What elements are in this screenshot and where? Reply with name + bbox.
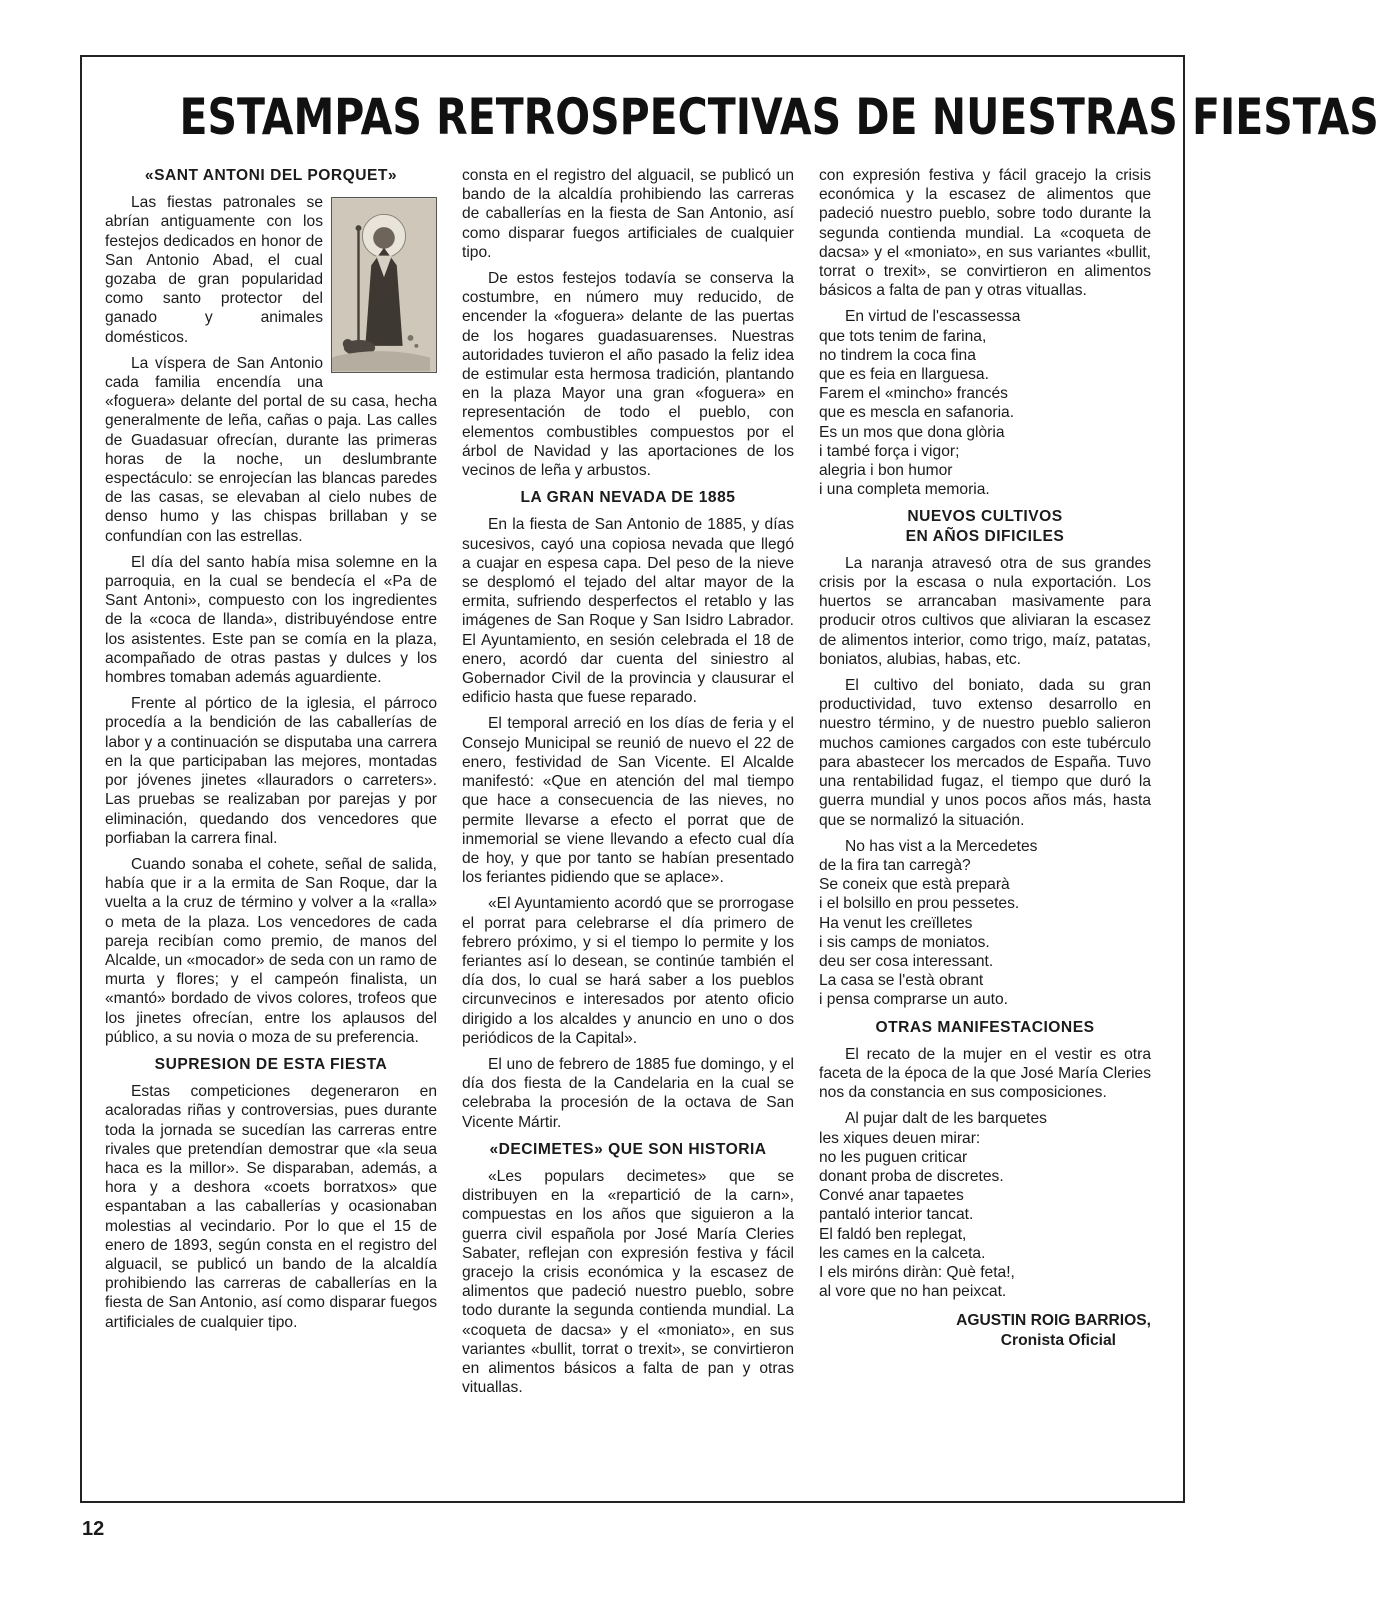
paragraph: La naranja atravesó otra de sus grandes crisis por la escasa o nula exportación. Los huertos se arrancaban masivamente para producir otros cultivos que aliviaran la escasez de alimentos interior, como trigo, maíz, patatas, boniatos, alubias, habas, etc. xyxy=(819,554,1151,668)
verse-line: Convé anar tapaetes xyxy=(819,1187,964,1205)
paragraph: De estos festejos todavía se conserva la costumbre, en número muy reducido, de encender la «foguera» delante de las puertas de los hogares guadasuarenses. Nuestras autoridades tuvieron el año pasado la feliz idea de estimular esta hermosa tradición, plantando en la plaza Mayor una gran «foguera» en representación de todo el pueblo, con elementos combustibles compuestos por el árbol de Navidad y las aportaciones de los vecinos de leña y arbustos. xyxy=(462,270,794,480)
verse-line: Es un mos que dona glòria xyxy=(819,423,1005,441)
page-number: 12 xyxy=(82,1518,105,1540)
verse-line: pantaló interior tancat. xyxy=(819,1206,974,1224)
heading-nuevos-cultivos xyxy=(819,507,1151,545)
saint-anthony-image xyxy=(331,197,437,373)
heading-otras-manifestaciones: OTRAS MANIFESTACIONES xyxy=(875,1018,1095,1036)
heading-sant-antoni: «SANT ANTONI DEL PORQUET» xyxy=(144,167,398,184)
verse-line: de la fira tan carregà? xyxy=(819,856,971,874)
verse-line: que tots tenim de farina, xyxy=(819,327,987,345)
verse-line: La casa se l'està obrant xyxy=(819,972,984,990)
saint-anthony-icon xyxy=(332,198,436,372)
paragraph: El día del santo había misa solemne en la parroquia, en la cual se bendecía el «Pa de Sant Antoni», compuesto con los ingredientes de la «coca de llanda», distribuyéndose entre los asistentes. Este pan se comía en la plaza, acompañado de otras pastas y dulces y los hombres tomaban además aguardiente. xyxy=(105,553,437,687)
verse-line: Al pujar dalt de les barquetes xyxy=(845,1110,1047,1128)
verse-line: En virtud de l'escassessa xyxy=(845,308,1021,326)
author-signature xyxy=(819,1311,1151,1351)
verse-mercedetes xyxy=(819,837,1151,1010)
heading-line: NUEVOS CULTIVOS xyxy=(907,508,1063,526)
verse-line: que es mescla en safanoria. xyxy=(819,404,1015,422)
paragraph: Cuando sonaba el cohete, señal de salida, había que ir a la ermita de San Roque, dar la vuelta a la cruz de término y volver a la «ralla» o meta de la plaza. Los vencedores de cada pareja recibían como premio, de manos del Alcalde, un «mocador» de seda con un ramo de murta y flores; y el campeón finalista, un «mantó» bordado de vivos colores, trofeos que los jinetes ofrecían, entre los aplausos del público, a su novia o moza de su preferencia. xyxy=(105,855,438,1046)
heading-decimetes: «DECIMETES» QUE SON HISTORIA xyxy=(489,1140,767,1158)
verse-line: les xiques deuen mirar: xyxy=(819,1129,981,1147)
heading-line: EN AÑOS DIFICILES xyxy=(905,527,1065,545)
verse-line: i pensa comprarse un auto. xyxy=(819,991,1008,1009)
paragraph: Las fiestas patronales se abrían antiguamente con los festejos dedicados en honor de San Antonio Abad, el cual gozaba de gran popularidad como santo protector del ganado y animales domésticos. xyxy=(105,194,323,346)
paragraph: Frente al pórtico de la iglesia, el párroco procedía a la bendición de las caballerías de labor y a continuación se disputaba una carrera en la que participaban las mejores, montadas por jóvenes jinetes «llauradors o carreters». Las pruebas se realizaban por parejas y por eliminación, quedando dos vencedores que porfiaban la carrera final. xyxy=(105,695,437,847)
verse-line: No has vist a la Mercedetes xyxy=(845,837,1038,855)
verse-escassessa xyxy=(819,307,1151,499)
paragraph: El recato de la mujer en el vestir es otra faceta de la época de la que José María Cleries nos da constancia en sus composiciones. xyxy=(819,1045,1151,1102)
heading-gran-nevada: LA GRAN NEVADA DE 1885 xyxy=(520,489,736,507)
paragraph: La víspera de San Antonio cada familia encendía una «foguera» delante del portal de su casa, hecha generalmente de leña, cañas o paja. Las calles de Guadasuar ofrecían, durante las primeras horas de la noche, un deslumbrante espectáculo: se enrojecían las blancas paredes de las casas, se elevaban al cielo nubes de denso humo y las chispas brillaban y se confundían con las estrellas. xyxy=(105,354,437,545)
column-3 xyxy=(819,166,1151,1491)
column-1 xyxy=(105,166,437,1491)
heading-supresion: SUPRESION DE ESTA FIESTA xyxy=(154,1055,388,1073)
verse-line: deu ser cosa interessant. xyxy=(819,952,994,970)
verse-line: Farem el «mincho» francés xyxy=(819,385,1008,403)
verse-line: no les puguen criticar xyxy=(819,1148,968,1166)
paragraph-decimetes: «Les populars decimetes» que se distribuyen en la «repartició de la carn», compuestas en los años que siguieron a la guerra civil española por José María Cleries Sabater, reflejan con expresión festiva y fácil gracejo la crisis económica y la escasez de alimentos que padeció nuestro pueblo, sobre todo durante la segunda contienda mundial. La «coqueta de dacsa» y el «moniato», en sus variantes «bullit, torrat o trexit», se convirtieron en alimentos básicos a falta de pan y otras vituallas. xyxy=(462,1167,794,1397)
paragraph: El temporal arreció en los días de feria y el Consejo Municipal se reunió de nuevo el 22 de enero, festividad de San Vicente. El Alcalde manifestó: «Que en atención del mal tiempo que hace a consecuencia de las nieves, no permite llevarse a efecto el porrat que de inmemorial se viene llevando a efecto cual día de hoy, y que por tanto se habían presentado los feriantes pidiendo que se aplace». xyxy=(462,715,794,887)
verse-line: i també força i vigor; xyxy=(819,442,960,460)
verse-line: i sis camps de moniatos. xyxy=(819,933,990,951)
paragraph: «El Ayuntamiento acordó que se prorrogase el porrat para celebrarse el día primero de febrero próximo, y si el tiempo lo permite y los feriantes así lo desean, se continúe también el día dos, lo cual se hará saber a los pueblos circunvecinos e interesados por atento oficio dirigido a los alcaldes y anuncio en uno o dos periódicos de la Capital». xyxy=(462,895,794,1047)
verse-barquetes xyxy=(819,1109,1151,1301)
verse-line: que es feia en llarguesa. xyxy=(819,366,989,384)
paragraph-continuation: con expresión festiva y fácil gracejo la crisis económica y la escasez de alimentos que padeció nuestro pueblo, sobre todo durante la segunda contienda mundial. La «coqueta de dacsa» y el «moniato», en sus variantes «bullit, torrat o trexit», se convirtieron en alimentos básicos a falta de pan y otras vituallas. xyxy=(819,167,1151,300)
verse-line: al vore que no han peixcat. xyxy=(819,1283,1007,1301)
page-title: ESTAMPAS RETROSPECTIVAS DE NUESTRAS FIESTAS xyxy=(179,88,1379,146)
paragraph: El uno de febrero de 1885 fue domingo, y el día dos fiesta de la Candelaria en la cual se celebraba la procesión de la octava de San Vicente Mártir. xyxy=(462,1055,794,1131)
verse-line: El faldó ben replegat, xyxy=(819,1225,967,1243)
verse-line: les cames en la calceta. xyxy=(819,1244,986,1262)
verse-line: donant proba de discretes. xyxy=(819,1167,1004,1185)
paragraph-continuation: consta en el registro del alguacil, se publicó un bando de la alcaldía prohibiendo las carreras de caballerías en la fiesta de San Antonio, así como disparar fuegos artificiales de cualquier tipo. xyxy=(462,167,794,261)
verse-line: i una completa memoria. xyxy=(819,481,990,499)
paragraph: El cultivo del boniato, dada su gran productividad, tuvo extenso desarrollo en nuestro término, y de nuestro pueblo salieron muchos camiones cargados con este tubérculo para abastecer los mercados de España. Tuvo una rentabilidad fugaz, el tiempo que duró la guerra mundial y unos pocos años más, hasta que se normalizó la situación. xyxy=(819,677,1151,829)
verse-line: Se coneix que està preparà xyxy=(819,876,1010,894)
column-2 xyxy=(462,166,794,1491)
author-name: AGUSTIN ROIG BARRIOS, xyxy=(956,1312,1151,1330)
paragraph: En la fiesta de San Antonio de 1885, y días sucesivos, cayó una copiosa nevada que llegó a cuajar en espesa capa. Del peso de la nieve se desplomó el tejado del altar mayor de la ermita, sufriendo desperfectos el retablo y las imágenes de San Roque y San Isidro Labrador. El Ayuntamiento, en sesión celebrada el 18 de enero, acordó dar cuenta del siniestro al Gobernador Civil de la provincia y clausurar el edificio hasta que fuese reparado. xyxy=(462,516,794,707)
author-title: Cronista Oficial xyxy=(1000,1332,1116,1350)
paragraph-continued: Estas competiciones degeneraron en acaloradas riñas y controversias, pues durante toda la jornada se sucedían las carreras entre rivales que pretendían demostrar que «la seua haca es la millor». Se disparaban, además, a hora y a deshora «coets borratxos» que espantaban a las caballerías y ocasionaban molestias al vecindario. Por lo que el 15 de enero de 1893, según consta en el registro del alguacil, se publicó un bando de la alcaldía prohibiendo las carreras de caballerías en la fiesta de San Antonio, así como disparar fuegos artificiales de cualquier tipo. xyxy=(105,1083,437,1331)
verse-line: Ha venut les creïlletes xyxy=(819,914,973,932)
verse-line: alegria i bon humor xyxy=(819,462,953,480)
verse-line: no tindrem la coca fina xyxy=(819,346,976,364)
verse-line: I els miróns diràn: Què feta!, xyxy=(819,1263,1015,1281)
verse-line: i el bolsillo en prou pessetes. xyxy=(819,895,1020,913)
